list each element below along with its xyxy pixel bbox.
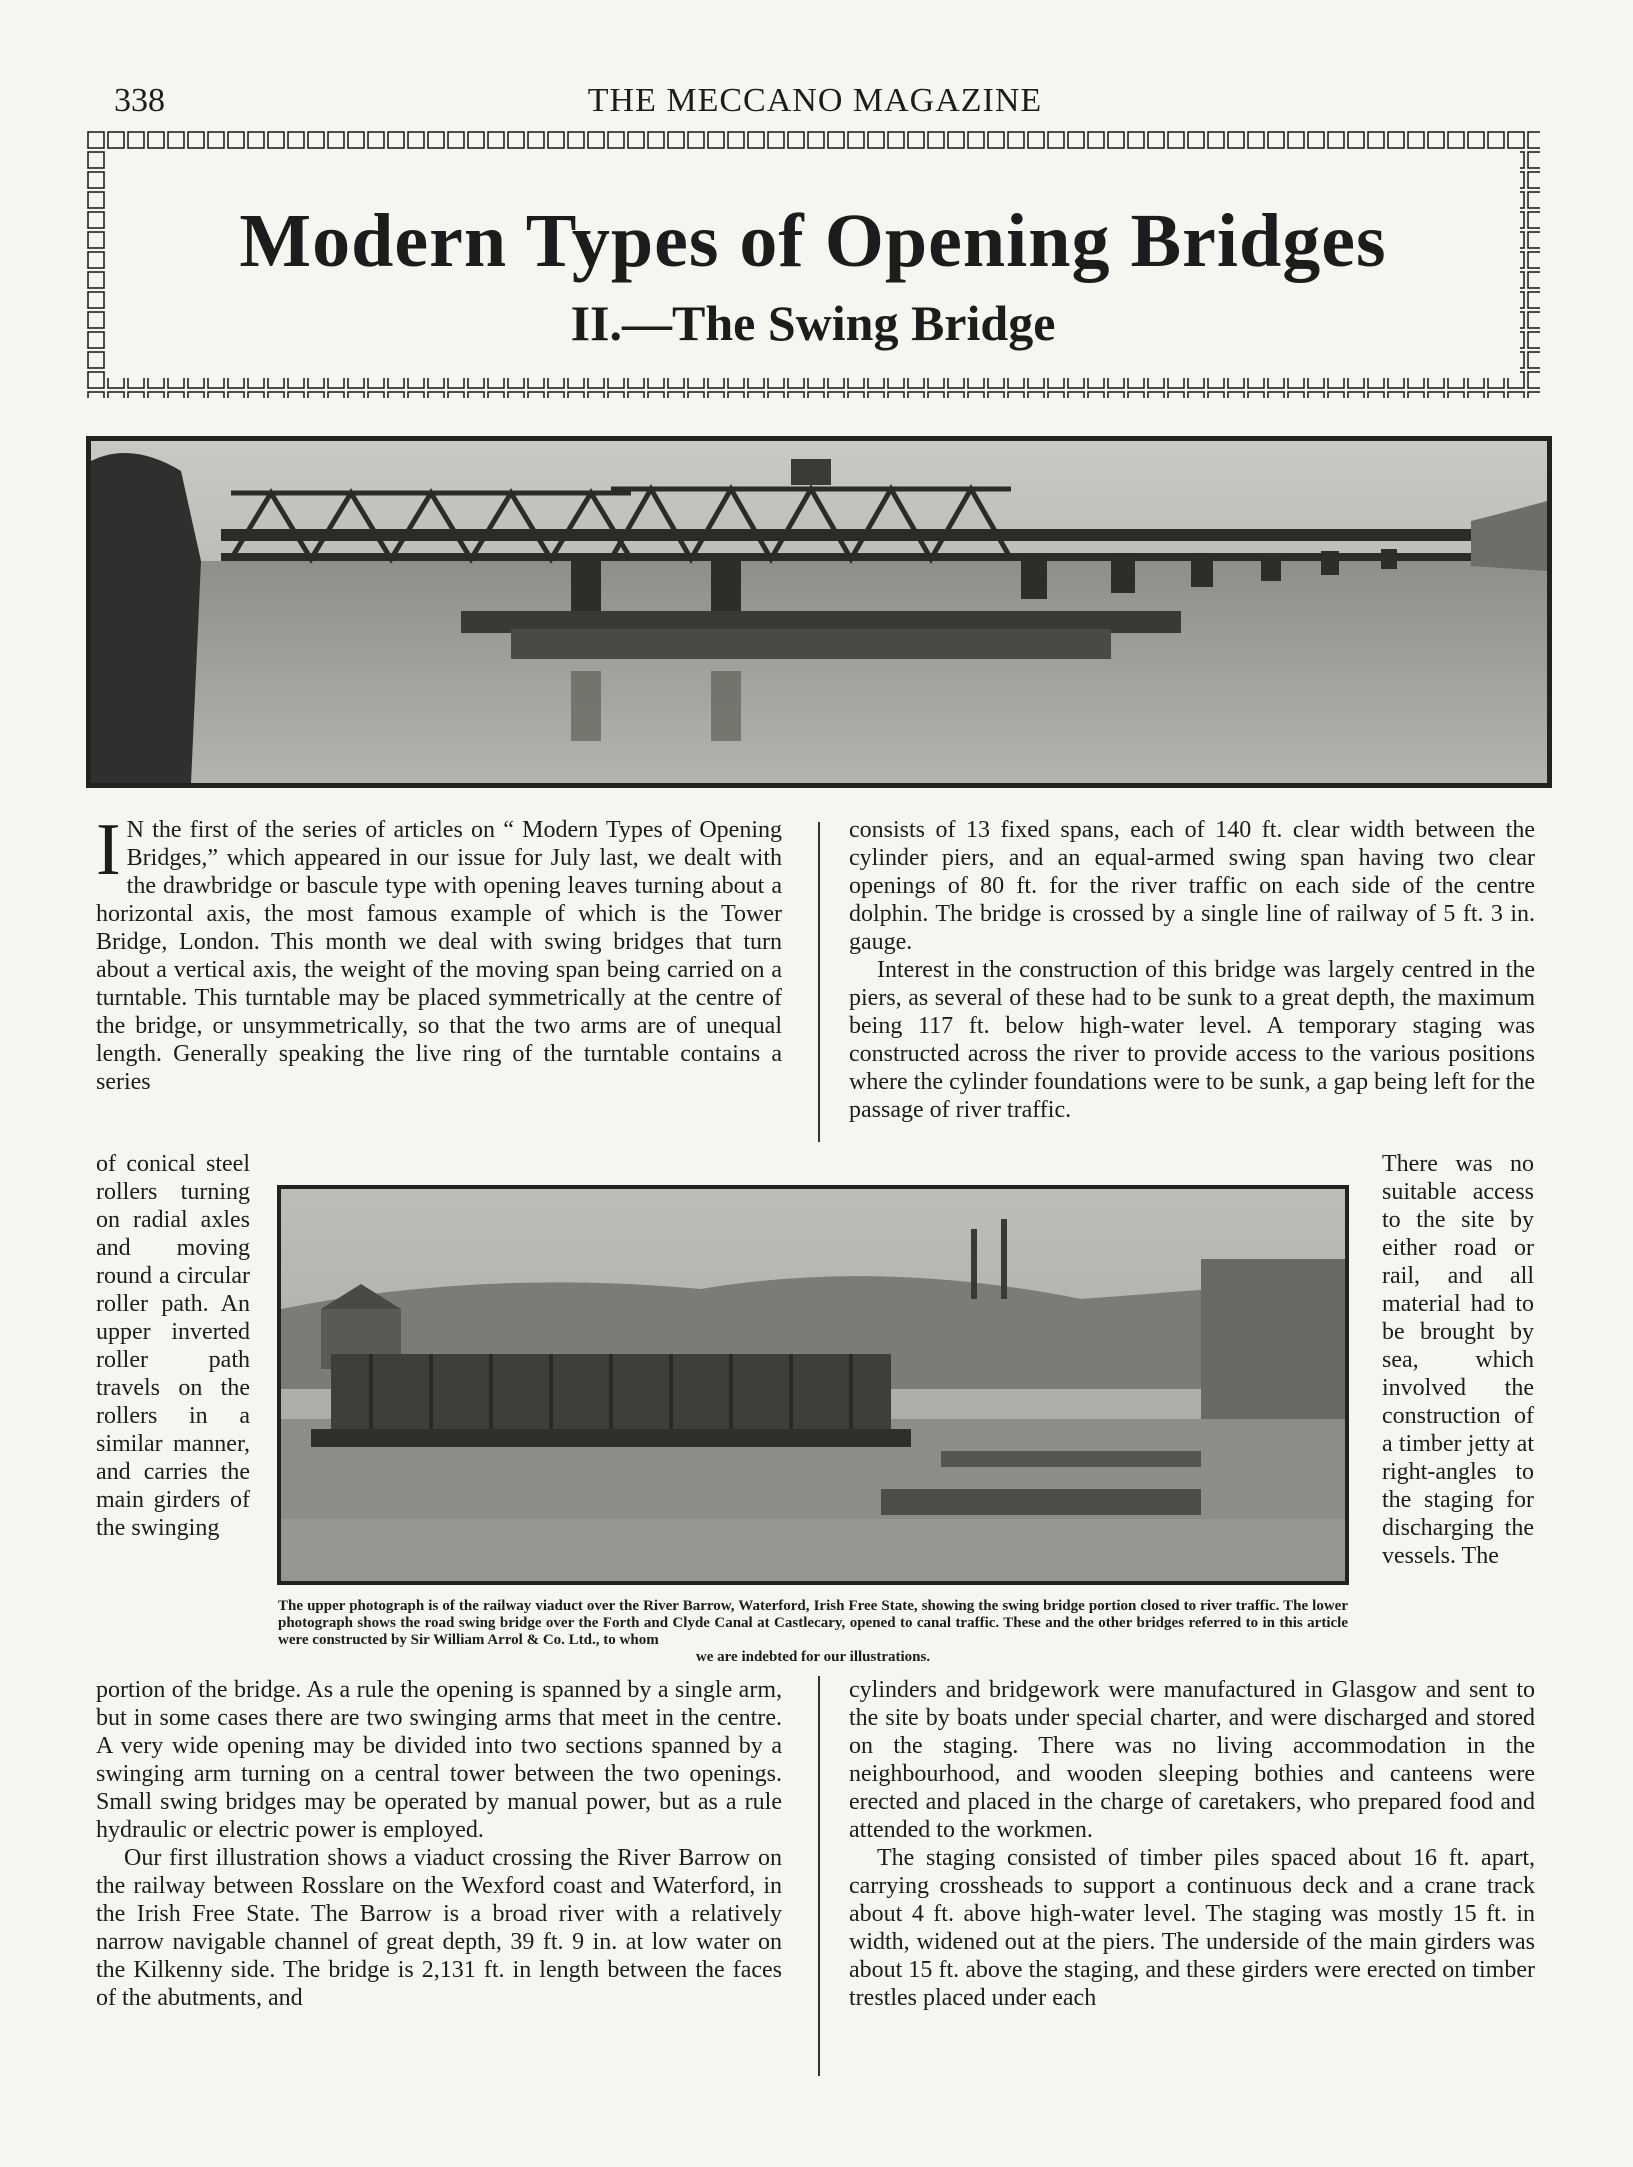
photo-canal-swing-bridge — [277, 1185, 1349, 1585]
article-intro-paragraph — [96, 809, 782, 1096]
right-column-bottom — [849, 1676, 1535, 2012]
article-subtitle: II.—The Swing Bridge — [570, 295, 1056, 351]
running-title: THE MECCANO MAGAZINE — [587, 82, 1043, 119]
left-column-bottom — [96, 1676, 782, 2012]
drop-cap-letter: I — [96, 809, 121, 891]
right-narrow-column: There was no suitable access to the site by either road or rail, and all material had to be brought by sea, which involved the construction of a timber jetty at right-angles to the staging for discharging the vessels. The — [1382, 1151, 1534, 1569]
paragraph-piers: Interest in the construction of this bridge was largely centred in the piers, as several of these had to be sunk to a great depth, the maximum being 117 ft. below high-water level. A temporary staging was constructed across the river to provide access to the various positions where the cylinder foundations were to be sunk, a gap being left for the passage of river traffic. — [849, 957, 1535, 1123]
paragraph-spans: consists of 13 fixed spans, each of 140 ft. clear width between the cylinder piers, and an equal-armed swing span having two clear openings of 80 ft. for the river traffic on each side of the centre dolphin. The bridge is crossed by a single line of railway of 5 ft. 3 in. gauge. — [849, 817, 1535, 955]
page-header — [90, 78, 1540, 122]
title-frame — [86, 130, 1540, 398]
column-divider-top — [818, 822, 820, 1142]
viaduct-photo-illustration — [91, 441, 1547, 783]
intro-text: N the first of the series of articles on “ Modern Types of Opening Bridges,” which appeared in our issue for July last, we dealt with the drawbridge or bascule type with opening leaves turning about a horizontal axis, the most famous example of which is the Tower Bridge, London. This month we deal with swing bridges that turn about a vertical axis, the weight of the moving span being carried on a turntable. This turntable may be placed symmetrically at the centre of the bridge, or unsymmetrically, so that the two arms are of unequal length. Generally speaking the live ring of the turntable contains a series — [96, 817, 782, 1095]
paragraph-swinging-portion: portion of the bridge. As a rule the opening is spanned by a single arm, but in some cases there are two swinging arms that meet in the centre. A very wide opening may be divided into two sections spanned by a swinging arm turning on a central tower between the two openings. Small swing bridges may be operated by manual power, but as a rule hydraulic or electric power is employed. — [96, 1677, 782, 1843]
caption-text: The upper photograph is of the railway viaduct over the River Barrow, Waterford, Irish Free State, showing the swing bridge portion closed to river traffic. The lower photograph shows the road swing bridge over the Forth and Clyde Canal at Castlecary, opened to canal traffic. These and the other bridges referred to in this article were constructed by Sir William Arrol & Co. Ltd., to whom — [278, 1598, 1348, 1648]
column-divider-bottom — [818, 1676, 820, 2076]
photo-caption — [278, 1598, 1348, 1666]
paragraph-first-illustration: Our first illustration shows a viaduct crossing the River Barrow on the railway between Rosslare on the Wexford coast and Waterford, in the Irish Free State. The Barrow is a broad river with a relatively narrow navigable channel of great depth, 39 ft. 9 in. at low water on the Kilkenny side. The bridge is 2,131 ft. in length between the faces of the abutments, and — [96, 1845, 782, 2011]
article-title: Modern Types of Opening Bridges — [239, 199, 1387, 283]
page-number: 338 — [114, 82, 165, 119]
paragraph-cylinders: cylinders and bridgework were manufactured in Glasgow and sent to the site by boats under special charter, and were discharged and stored on the staging. There was no living accommodation in the neighbourhood, and wooden sleeping bothies and canteens were erected and placed in the charge of caretakers, who prepared food and attended to the workmen. — [849, 1677, 1535, 1843]
canal-bridge-photo-illustration — [281, 1189, 1345, 1581]
photo-swing-bridge-viaduct — [86, 436, 1552, 788]
paragraph-staging: The staging consisted of timber piles spaced about 16 ft. apart, carrying crossheads to support a continuous deck and a crane track about 4 ft. above high-water level. The staging was mostly 15 ft. in width, widened out at the piers. The underside of the main girders was about 15 ft. above the staging, and these girders were erected on timber trestles placed under each — [849, 1845, 1535, 2011]
right-column-top — [849, 816, 1535, 1124]
left-narrow-column: of conical steel rollers turning on radial axles and moving round a circular roller path. An upper inverted roller path travels on the rollers in a similar manner, and carries the main girders of the swinging — [96, 1151, 250, 1541]
caption-last-line: we are indebted for our illustrations. — [695, 1649, 931, 1665]
